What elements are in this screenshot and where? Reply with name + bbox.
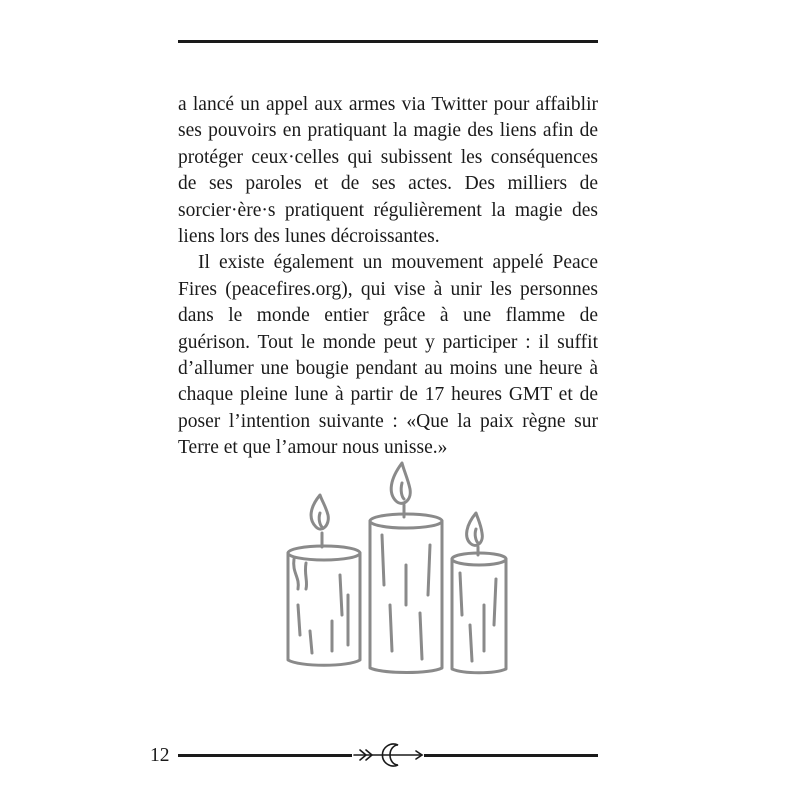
middle-candle <box>370 463 442 673</box>
right-candle <box>452 513 506 673</box>
page-number: 12 <box>150 745 170 766</box>
three-candles-illustration <box>270 455 520 680</box>
header-rule <box>178 40 598 43</box>
paragraph-1: a lancé un appel aux armes via Twitter pour affaiblir ses pouvoirs en pratiquant la magie des liens afin de protéger ceux·celles qui subissent les conséquences de ses paroles et de ses actes. Des milliers de sorcier·ère·s pratiquent régulièrement la magie des liens lors des lunes décroissantes. <box>178 94 598 248</box>
body-text <box>178 92 598 462</box>
left-candle <box>288 495 360 665</box>
paragraph-2: Il existe également un mouvement appelé Peace Fires (peacefires.org), qui vise à unir les personnes dans le monde entier grâce à une flamme de guérison. Tout le monde peut y participer : il suffit d’allumer une bougie pendant au moins une heure à chaque pleine lune à partir de 17 heures GMT et de poser l’intention suivante : «Que la paix règne sur Terre et que l’amour nous unisse.» <box>178 252 598 459</box>
crescent-moon-arrow-icon <box>352 740 424 770</box>
footer-rule-right <box>424 754 598 757</box>
footer-rule-left <box>178 754 352 757</box>
